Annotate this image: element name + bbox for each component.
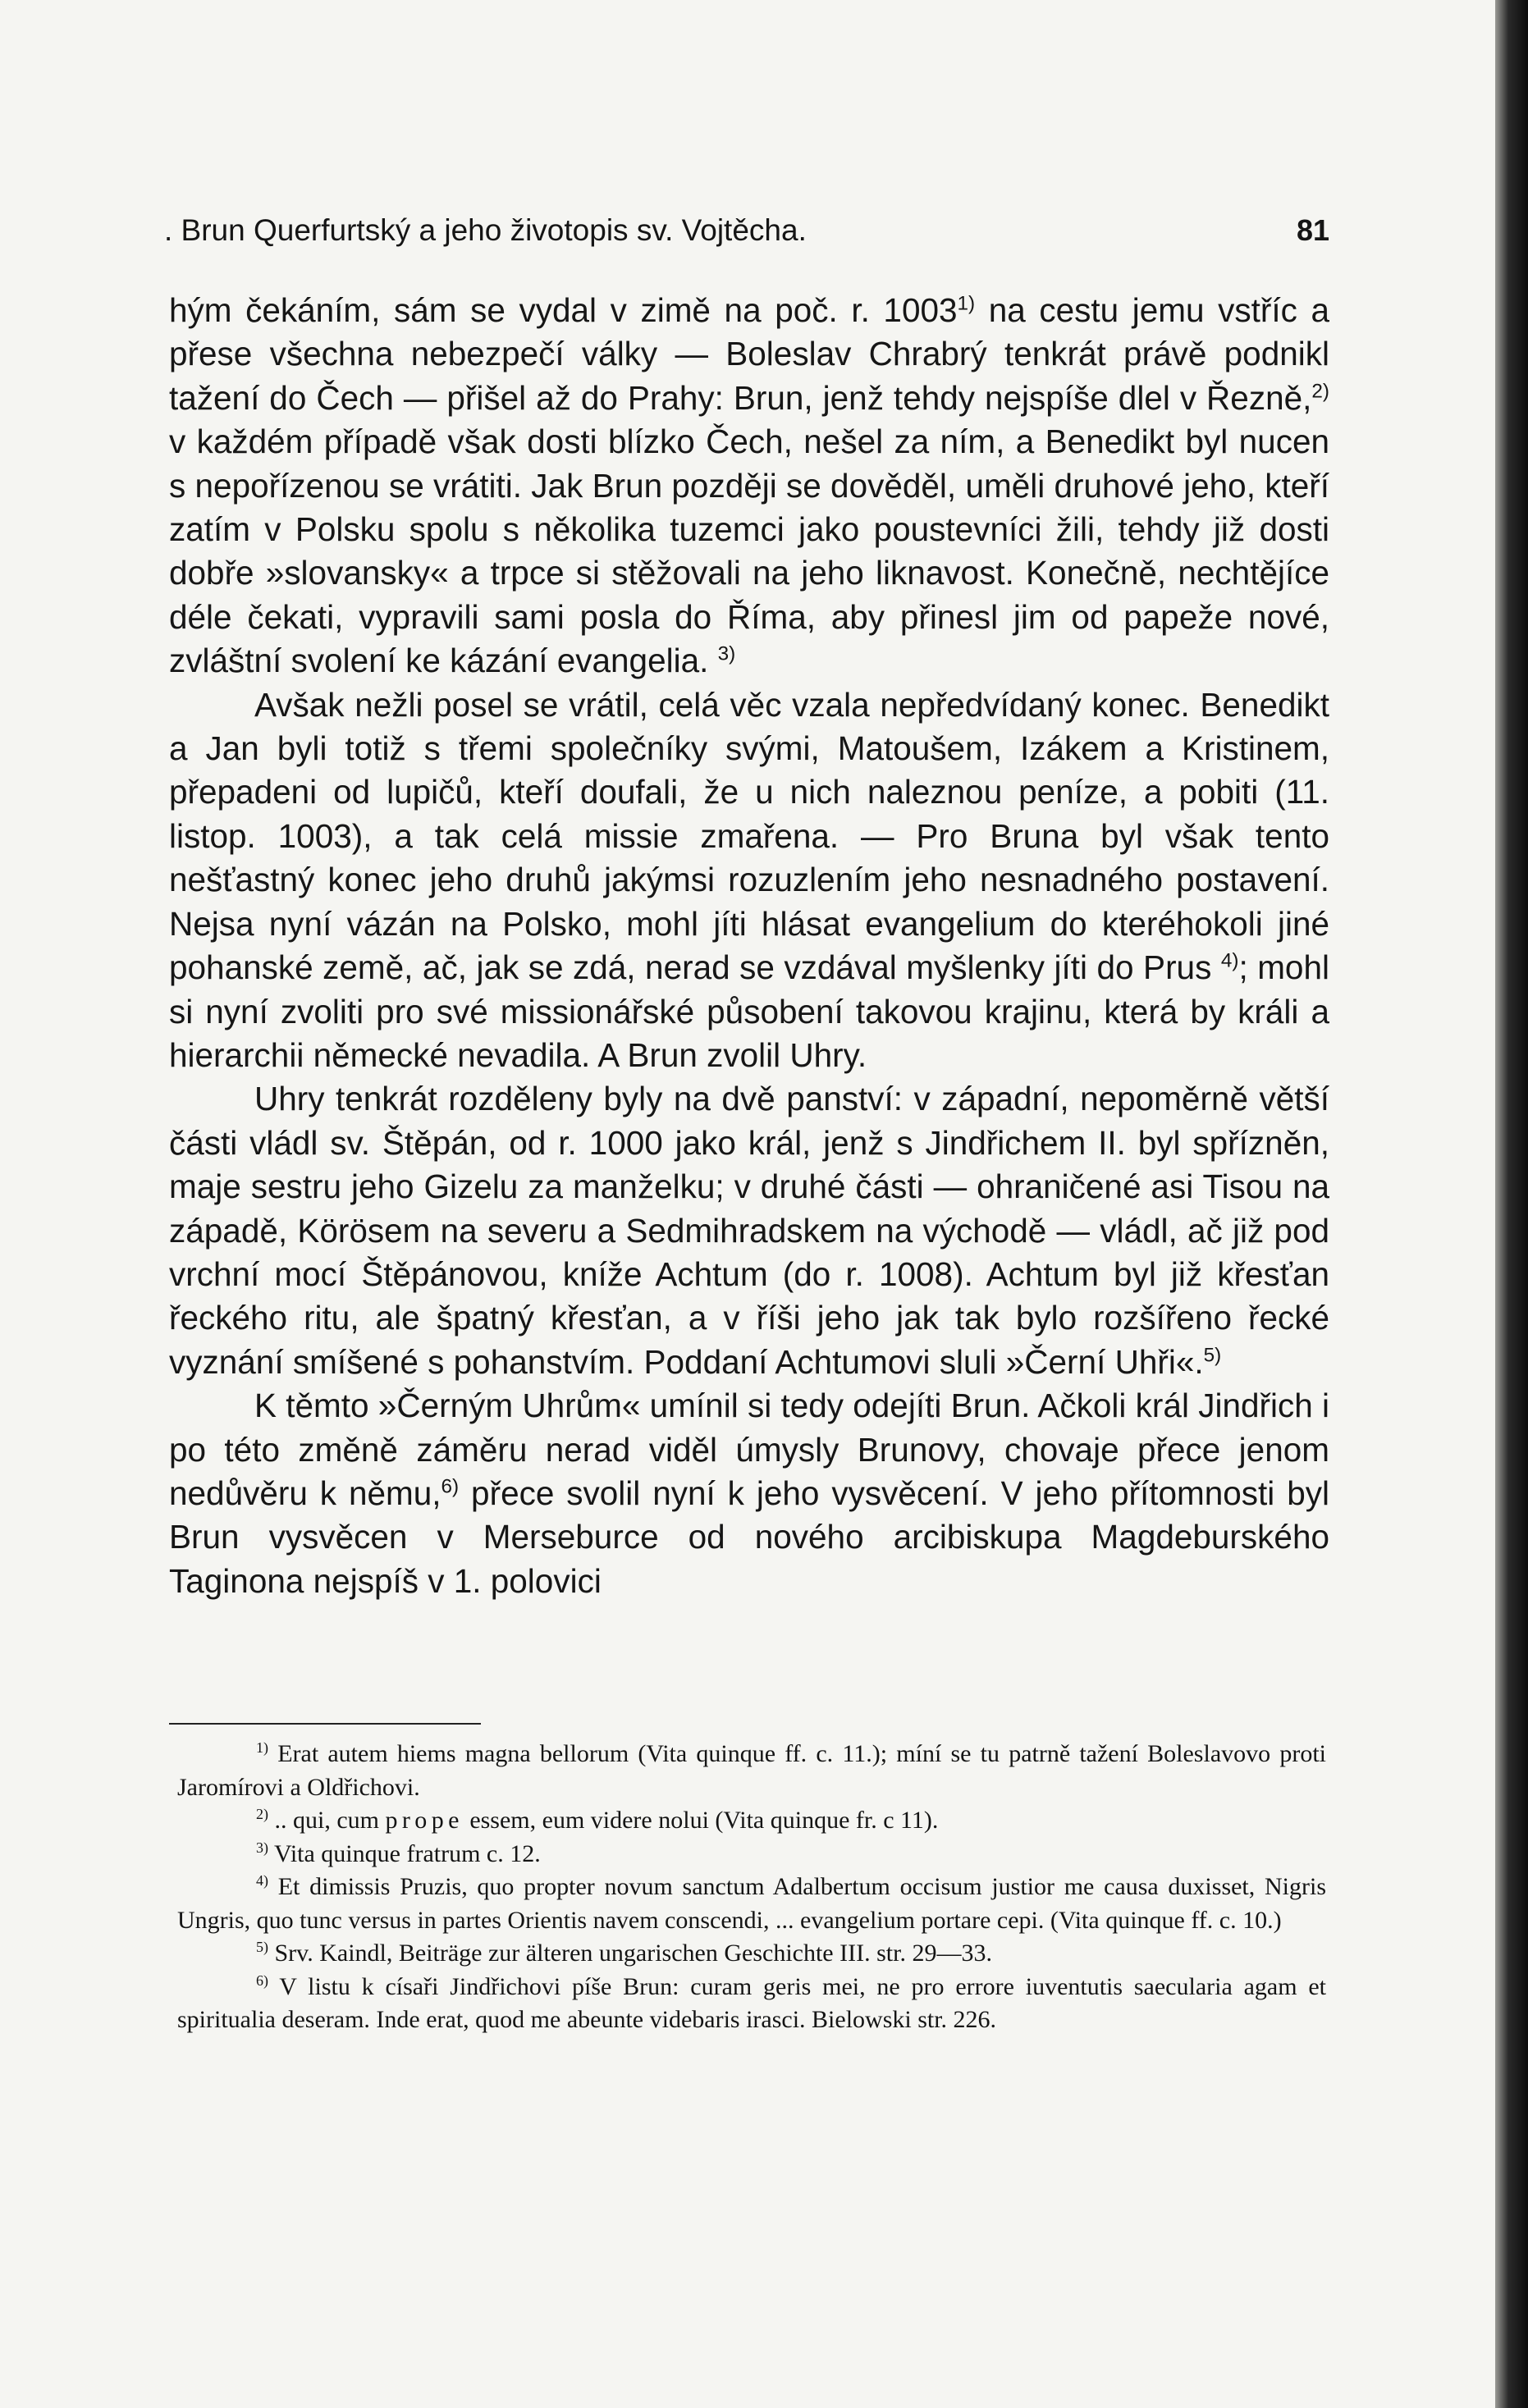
paragraph-2 bbox=[169, 683, 1329, 1078]
running-header bbox=[164, 213, 1329, 248]
footnote-number: 6) bbox=[256, 1972, 268, 1989]
footnote-number: 2) bbox=[256, 1806, 268, 1823]
text-run: K těmto »Černým Uhrům« umínil si tedy odejíti Brun. Ačkoli král Jindřich i po této změně záměru nerad viděl úmysly Brunovy, chovaje přece jenom nedůvěru k němu, bbox=[169, 1387, 1329, 1512]
footnote-text: Srv. Kaindl, Beiträge zur älteren ungarischen Geschichte III. str. 29—33. bbox=[268, 1940, 992, 1967]
footnote-ref-3: 3) bbox=[717, 642, 736, 665]
main-text bbox=[169, 289, 1329, 1603]
footnote-text: essem, eum videre nolui (Vita quinque fr. c 11). bbox=[463, 1807, 939, 1834]
footnote-ref-4: 4) bbox=[1220, 949, 1239, 972]
scan-edge-shadow bbox=[1495, 0, 1528, 2408]
footnote-2 bbox=[177, 1804, 1326, 1838]
running-title: . Brun Querfurtský a jeho životopis sv. Vojtěcha. bbox=[164, 213, 807, 247]
footnote-text: Erat autem hiems magna bellorum (Vita quinque ff. c. 11.); míní se tu patrně tažení Boleslavovo proti Jaromírovi a Oldřichovi. bbox=[177, 1740, 1326, 1801]
footnote-text: V listu k císaři Jindřichovi píše Brun: curam geris mei, ne pro errore iuventutis saecularia agam et spiritualia deseram. Inde erat, quod me abeunte videbaris irasci. Bielowski str. 226. bbox=[177, 1972, 1326, 2033]
footnote-text: Vita quinque fratrum c. 12. bbox=[268, 1839, 541, 1867]
text-run: v každém případě však dosti blízko Čech, nešel za ním, a Benedikt byl nucen s nepořízenou se vrátiti. Jak Brun později se dověděl, uměli druhové jeho, kteří zatím v Polsku spolu s několika tuzemci jako poustevníci žili, tehdy již dosti dobře »slovansky« a trpce si stěžovali na jeho liknavost. Konečně, nechtějíce déle čekati, vypravili sami posla do Říma, aby přinesl jim od papeže nové, zvláštní svolení ke kázání evangelia. bbox=[169, 423, 1329, 680]
footnote-text: .. qui, cum bbox=[268, 1807, 386, 1834]
paragraph-1 bbox=[169, 289, 1329, 683]
paragraph-3 bbox=[169, 1077, 1329, 1384]
footnotes bbox=[177, 1738, 1326, 2037]
text-run: na cestu jemu vstříc a přese všechna nebezpečí války — Boleslav Chrabrý tenkrát právě podnikl tažení do Čech — přišel až do Prahy: Brun, jenž tehdy nejspíše dlel v Řezně, bbox=[169, 291, 1329, 417]
footnote-number: 4) bbox=[256, 1872, 268, 1889]
footnote-ref-6: 6) bbox=[441, 1475, 460, 1498]
footnote-ref-1: 1) bbox=[957, 292, 976, 315]
footnote-text: Et dimissis Pruzis, quo propter novum sanctum Adalbertum occisum justior me causa duxisset, Nigris Ungris, quo tunc versus in partes Orientis navem conscendi, ... evangelium portare cepi. (Vita quinque ff. c. 10.) bbox=[177, 1873, 1326, 1934]
text-run: hým čekáním, sám se vydal v zimě na poč. r. 1003 bbox=[169, 291, 958, 329]
footnote-ref-2: 2) bbox=[1311, 380, 1329, 403]
text-run: Uhry tenkrát rozděleny byly na dvě panství: v západní, nepoměrně větší části vládl sv. Štěpán, od r. 1000 jako král, jenž s Jindřichem II. byl spřízněn, maje sestru jeho Gizelu za manželku; v druhé části — ohraničené asi Tisou na západě, Körösem na severu a Sedmihradskem na východě — vládl, ač již pod vrchní mocí Štěpánovou, kníže Achtum (do r. 1008). Achtum byl již křesťan řeckého ritu, ale špatný křesťan, a v říši jeho jak tak bylo rozšířeno řecké vyznání smíšené s pohanstvím. Poddaní Achtumovi sluli »Černí Uhři«. bbox=[169, 1080, 1329, 1381]
text-run: přece svolil nyní k jeho vysvěcení. V jeho přítomnosti byl Brun vysvěcen v Merseburce od nového arcibiskupa Magdeburského Taginona nejspíš v 1. polovici bbox=[169, 1474, 1329, 1600]
footnote-5 bbox=[177, 1937, 1326, 1971]
footnote-6 bbox=[177, 1971, 1326, 2037]
footnote-number: 3) bbox=[256, 1839, 268, 1856]
footnote-4 bbox=[177, 1871, 1326, 1937]
text-run: ; mohl si nyní zvoliti pro své missionářské působení takovou krajinu, která by králi a hierarchii německé nevadila. A Brun zvolil Uhry. bbox=[169, 948, 1329, 1074]
text-run: Avšak nežli posel se vrátil, celá věc vzala nepředvídaný konec. Benedikt a Jan byli totiž s třemi společníky svými, Matoušem, Izákem a Kristinem, přepadeni od lupičů, kteří doufali, že u nich naleznou peníze, a pobiti (11. listop. 1003), a tak celá missie zmařena. — Pro Bruna byl však tento nešťastný konec jeho druhů jakýmsi rozuzlením jeho nesnadného postavení. Nejsa nyní vázán na Polsko, mohl jíti hlásat evangelium do kteréhokoli jiné pohanské země, ač, jak se zdá, nerad se vzdával myšlenky jíti do Prus bbox=[169, 685, 1329, 987]
footnote-text-spaced: prope bbox=[385, 1807, 464, 1834]
footnote-number: 5) bbox=[256, 1939, 268, 1956]
footnote-ref-5: 5) bbox=[1203, 1344, 1222, 1367]
paragraph-4 bbox=[169, 1384, 1329, 1603]
page-number: 81 bbox=[1296, 213, 1329, 247]
footnote-divider bbox=[169, 1723, 481, 1725]
footnote-1 bbox=[177, 1738, 1326, 1804]
footnote-3 bbox=[177, 1838, 1326, 1871]
footnote-number: 1) bbox=[256, 1739, 268, 1757]
